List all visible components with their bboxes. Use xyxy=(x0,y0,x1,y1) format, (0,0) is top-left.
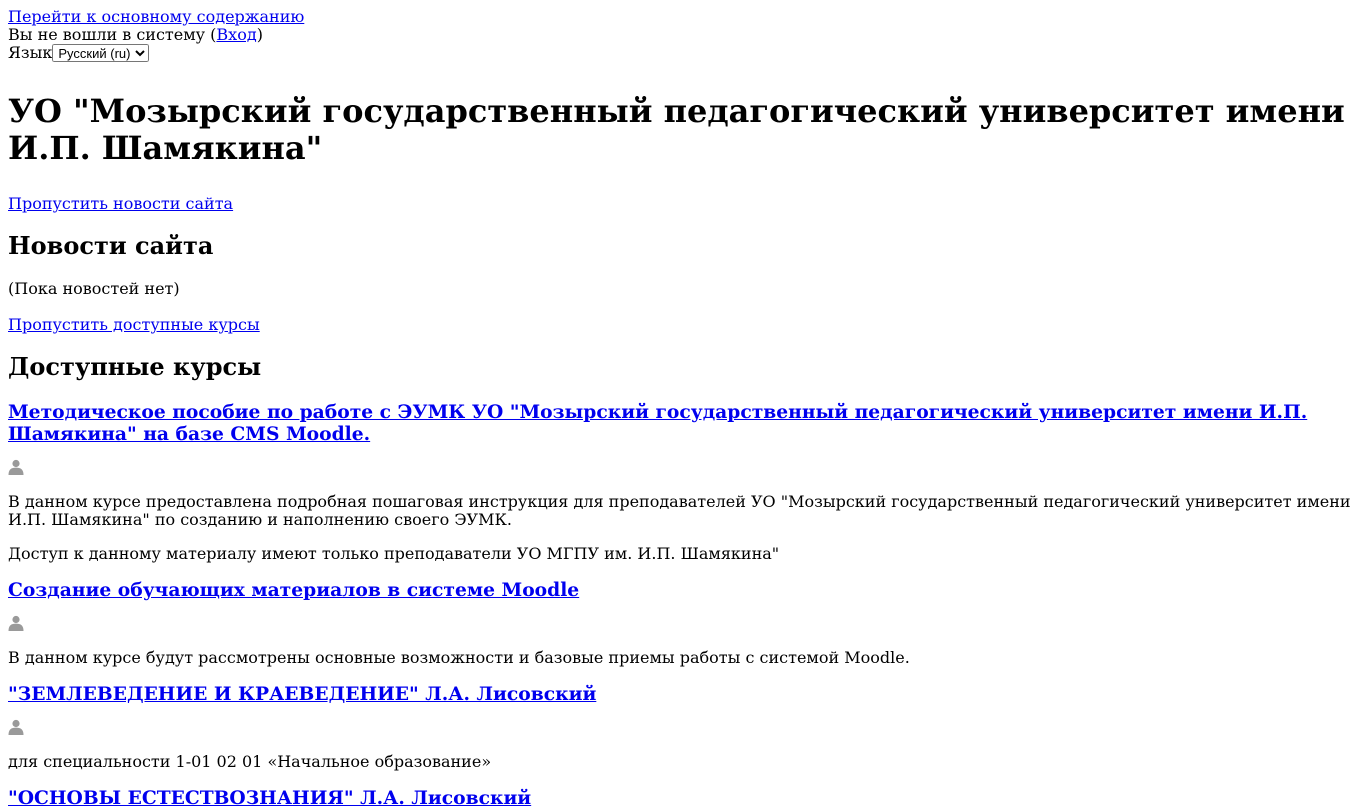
courses-heading: Доступные курсы xyxy=(8,352,262,381)
course-summary xyxy=(8,493,1358,563)
login-info xyxy=(8,26,1358,44)
login-suffix: ) xyxy=(256,25,263,44)
course-title xyxy=(8,683,1358,705)
skip-news-link[interactable]: Пропустить новости сайта xyxy=(8,194,234,213)
course-item xyxy=(8,683,1358,771)
course-title xyxy=(8,787,1358,809)
course-title xyxy=(8,401,1358,445)
news-empty-text: (Пока новостей нет) xyxy=(8,279,180,298)
course-list xyxy=(8,401,1358,809)
language-select[interactable] xyxy=(52,44,149,62)
course-link[interactable]: "ОСНОВЫ ЕСТЕСТВОЗНАНИЯ" Л.А. Лисовский xyxy=(8,787,532,809)
course-summary-paragraph: для специальности 1-01 02 01 «Начальное образование» xyxy=(8,752,492,771)
language-selector xyxy=(8,44,1358,64)
site-title: УО "Мозырский государственный педагогический университет имени И.П. Шамякина" xyxy=(8,92,1345,167)
course-link[interactable]: "ЗЕМЛЕВЕДЕНИЕ И КРАЕВЕДЕНИЕ" Л.А. Лисовский xyxy=(8,683,597,705)
course-link[interactable]: Методическое пособие по работе с ЭУМК УО "Мозырский государственный педагогический университет имени И.П. Шамякина" на базе CMS Moodle. xyxy=(8,401,1308,445)
course-item xyxy=(8,579,1358,667)
login-link[interactable]: Вход xyxy=(216,25,257,44)
user-icon xyxy=(8,459,24,475)
course-summary-paragraph: В данном курсе будут рассмотрены основные возможности и базовые приемы работы с системой Moodle. xyxy=(8,648,910,667)
course-summary xyxy=(8,649,1358,667)
skip-courses-link[interactable]: Пропустить доступные курсы xyxy=(8,315,260,334)
user-icon xyxy=(8,719,24,735)
skip-to-main-link[interactable]: Перейти к основному содержанию xyxy=(8,7,305,26)
course-title xyxy=(8,579,1358,601)
course-summary xyxy=(8,753,1358,771)
course-item xyxy=(8,787,1358,809)
course-summary-paragraph: В данном курсе предоставлена подробная пошаговая инструкция для преподавателей УО "Мозырский государственный педагогический университет имени И.П. Шамякина" по созданию и наполнению своего ЭУМК. xyxy=(8,492,1351,529)
user-icon xyxy=(8,615,24,631)
course-summary-paragraph: Доступ к данному материалу имеют только преподаватели УО МГПУ им. И.П. Шамякина" xyxy=(8,544,780,563)
news-heading: Новости сайта xyxy=(8,231,214,260)
course-item xyxy=(8,401,1358,563)
language-label: Язык xyxy=(8,43,53,62)
login-prefix: Вы не вошли в систему ( xyxy=(8,25,217,44)
course-link[interactable]: Создание обучающих материалов в системе Moodle xyxy=(8,579,580,601)
